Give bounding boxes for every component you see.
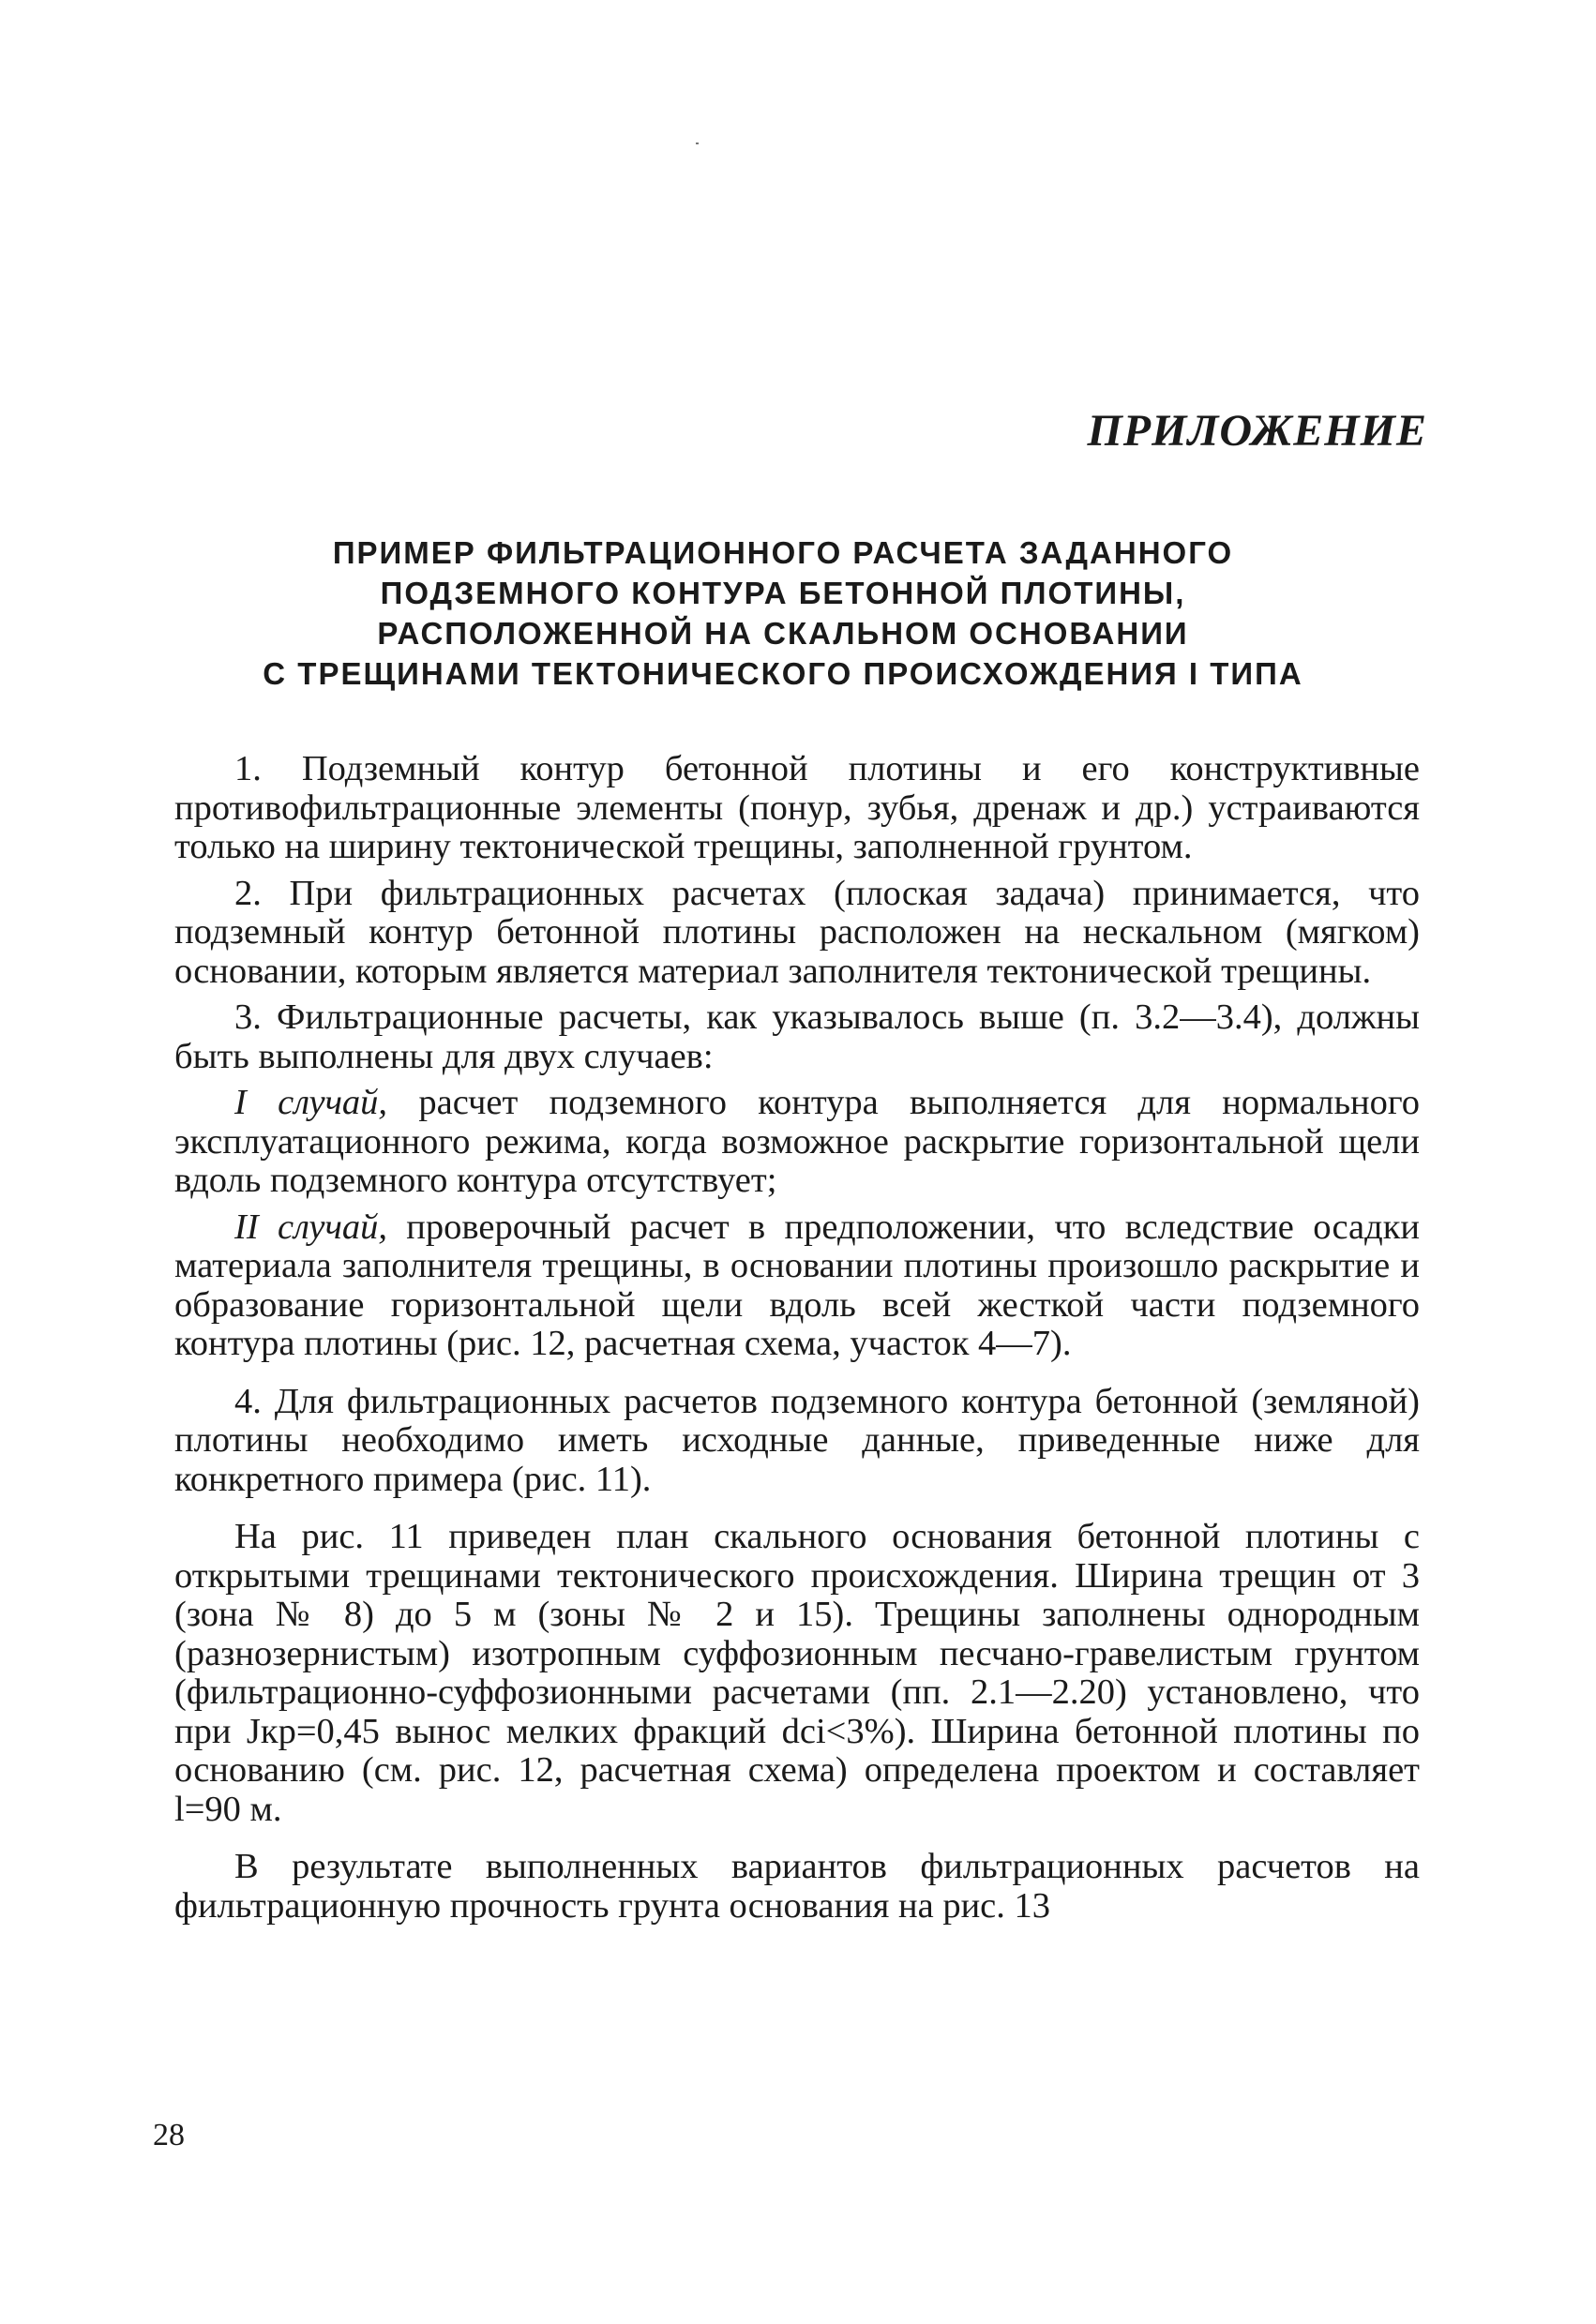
paragraph-text: расчет подземного контура выполняется для нормального эксплуатационного режима, когда возможное раскрытие горизонтальной щели вдоль подземного контура отсутствует; — [174, 1083, 1420, 1200]
paragraph-text: 2. При фильтрационных расчетах (плоская задача) принимается, что подземный контур бетонной плотины расположен на нескальном (мягком) основании, которым является материал заполнителя тектонической трещины. — [174, 873, 1420, 991]
paragraph-6 — [174, 1848, 1420, 1926]
paragraph-italic-prefix: II случай, — [234, 1207, 387, 1247]
paragraph-2 — [174, 875, 1420, 992]
paragraph-case-1 — [174, 1084, 1420, 1201]
page-number: 28 — [153, 2118, 185, 2152]
scan-speck — [696, 142, 699, 144]
appendix-label: ПРИЛОЖЕНИЕ — [1087, 406, 1427, 456]
paragraph-case-2 — [174, 1208, 1420, 1364]
title-line: ПРИМЕР ФИЛЬТРАЦИОННОГО РАСЧЕТА ЗАДАННОГО — [332, 535, 1234, 570]
paragraph-text: 4. Для фильтрационных расчетов подземного контура бетонной (земляной) плотины необходимо иметь исходные данные, приведенные ниже для конкретного примера (рис. 11). — [174, 1381, 1420, 1499]
paragraph-text: проверочный расчет в предположении, что вследствие осадки материала заполнителя трещины, в основании плотины произошло раскрытие и образование горизонтальной щели вдоль всей жесткой части подземного контура плотины (рис. 12, расчетная схема, участок 4—7). — [174, 1207, 1420, 1363]
paragraph-text: 1. Подземный контур бетонной плотины и его конструктивные противофильтрационные элементы (понур, зубья, дренаж и др.) устраиваются только на ширину тектонической трещины, заполненной грунтом. — [174, 749, 1420, 866]
title-line: РАСПОЛОЖЕННОЙ НА СКАЛЬНОМ ОСНОВАНИИ — [377, 616, 1189, 651]
title-line: ПОДЗЕМНОГО КОНТУРА БЕТОННОЙ ПЛОТИНЫ, — [380, 576, 1186, 610]
paragraph-5 — [174, 1518, 1420, 1829]
paragraph-text: В результате выполненных вариантов фильтрационных расчетов на фильтрационную прочность грунта основания на рис. 13 — [174, 1847, 1420, 1926]
title-line: С ТРЕЩИНАМИ ТЕКТОНИЧЕСКОГО ПРОИСХОЖДЕНИЯ I ТИПА — [263, 656, 1303, 691]
paragraph-text: 3. Фильтрационные расчеты, как указывалось выше (п. 3.2—3.4), должны быть выполнены для двух случаев: — [174, 997, 1420, 1076]
paragraph-4 — [174, 1383, 1420, 1500]
body-text — [174, 750, 1420, 1933]
paragraph-italic-prefix: I случай, — [234, 1083, 388, 1122]
paragraph-text: На рис. 11 приведен план скального основания бетонной плотины с открытыми трещинами тектонического происхождения. Ширина трещин от 3 (зона № 8) до 5 м (зоны № 2 и 15). Трещины заполнены однородным (разнозернистым) изотропным суффозионным песчано-гравелистым грунтом (фильтрационно-суффозионными расчетами (пп. 2.1—2.20) установлено, что при Jкр=0,45 вынос мелких фракций dci<3%). Ширина бетонной плотины по основанию (см. рис. 12, расчетная схема) определена проектом и составляет l=90 м. — [174, 1517, 1420, 1829]
document-title — [188, 532, 1378, 694]
paragraph-1 — [174, 750, 1420, 867]
paragraph-3 — [174, 998, 1420, 1076]
